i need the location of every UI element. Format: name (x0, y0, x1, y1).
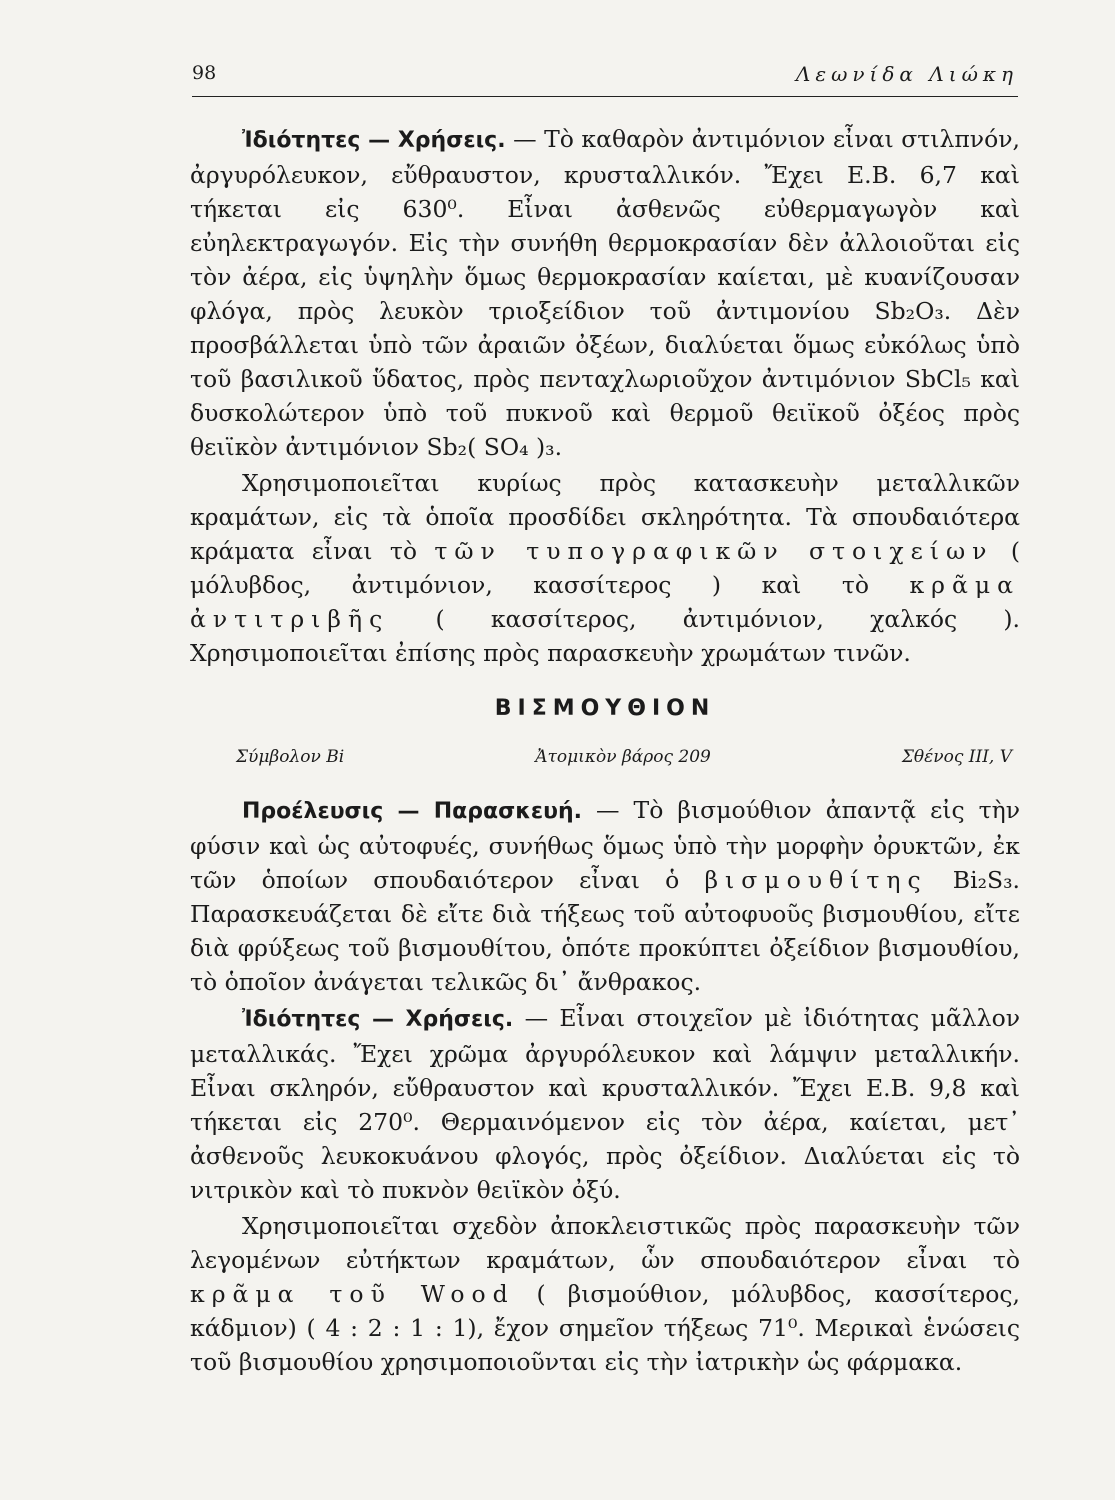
element-symbol: Σύμβολον Bi (236, 747, 345, 767)
bismuth-origin-text-c: Bi₂S₃. Παρασκευάζεται δὲ εἴτε διὰ τήξεως τοῦ αὐτοφυοῦς βισμουθίου, εἴτε διὰ φρύξεως τοῦ βισμουθίτου, ὁπότε προκύπτει ὀξείδιον βισμουθίου, τὸ ὁποῖον ἀνάγεται τελικῶς δι᾿ ἄνθρακος. (190, 866, 1020, 996)
bismuth-properties-text: — Εἶναι στοιχεῖον μὲ ἰδιότητας μᾶλλον μεταλλικάς. Ἔχει χρῶμα ἀργυρόλευκον καὶ λάμψιν μεταλλικήν. Εἶναι σκληρόν, εὔθραυστον καὶ κρυσταλλικόν. Ἔχει Ε.Β. 9,8 καὶ τήκεται εἰς 270⁰. Θερμαινόμενον εἰς τὸν ἀέρα, καίεται, μετ᾿ ἀσθενοῦς λευκοκυάνου φλογός, πρὸς ὀξείδιον. Διαλύεται εἰς τὸ νιτρικὸν καὶ τὸ πυκνὸν θειϊκὸν ὀξύ. (190, 1004, 1020, 1204)
bismuth-uses-spaced: κρᾶμα τοῦ Wood (190, 1280, 515, 1308)
element-atomic-weight: Ἀτομικὸν βάρος 209 (535, 747, 711, 767)
bismuth-uses-text-c: ( βισμούθιον, μόλυβδος, κασσίτερος, κάδμιον) ( 4 : 2 : 1 : 1), ἔχον σημεῖον τήξεως 71⁰. Μερικαὶ ἑνώσεις τοῦ βισμουθίου χρησιμοποιοῦνται εἰς τὴν ἰατρικὴν ὡς φάρμακα. (190, 1280, 1020, 1376)
antimony-properties-paragraph (190, 122, 1020, 464)
bismuth-uses-paragraph (190, 1209, 1020, 1379)
antimony-properties-heading: Ἰδιότητες — Χρήσεις. (242, 128, 506, 153)
element-properties-line (190, 747, 1020, 767)
antimony-uses-paragraph (190, 466, 1020, 670)
page-header (192, 62, 1018, 97)
antimony-properties-text: — Τὸ καθαρὸν ἀντιμόνιον εἶναι στιλπνόν, ἀργυρόλευκον, εὔθραυστον, κρυσταλλικόν. Ἔχει Ε.Β. 6,7 καὶ τήκεται εἰς 630⁰. Εἶναι ἀσθενῶς εὐθερμαγωγὸν καὶ εὐηλεκτραγωγόν. Εἰς τὴν συνήθη θερμοκρασίαν δὲν ἀλλοιοῦται εἰς τὸν ἀέρα, εἰς ὑψηλὴν ὅμως θερμοκρασίαν καίεται, μὲ κυανίζουσαν φλόγα, πρὸς λευκὸν τριοξείδιον τοῦ ἀντιμονίου Sb₂O₃. Δὲν προσβάλλεται ὑπὸ τῶν ἀραιῶν ὀξέων, διαλύεται ὅμως εὐκόλως ὑπὸ τοῦ βασιλικοῦ ὕδατος, πρὸς πενταχλωριοῦχον ἀντιμόνιον SbCl₅ καὶ δυσκολώτερον ὑπὸ τοῦ πυκνοῦ καὶ θερμοῦ θειϊκοῦ ὀξέος πρὸς θειϊκὸν ἀντιμόνιον Sb₂( SO₄ )₃. (190, 125, 1020, 461)
bismuth-uses-text-a: Χρησιμοποιεῖται σχεδὸν ἀποκλειστικῶς πρὸς παρασκευὴν τῶν λεγομένων εὐτήκτων κραμάτων, ὧν σπουδαιότερον εἶναι τὸ (190, 1212, 1020, 1274)
section-title-bismuth: ΒΙΣΜΟΥΘΙΟΝ (494, 696, 716, 721)
page-body (190, 122, 1020, 1379)
element-valence: Σθένος III, V (901, 747, 1012, 767)
bismuth-properties-paragraph (190, 1001, 1020, 1207)
antimony-uses-text-e: ( κασσίτερος, ἀντιμόνιον, χαλκός ). Χρησιμοποιεῖται ἐπίσης πρὸς παρασκευὴν χρωμάτων τινῶν. (190, 605, 1020, 667)
antimony-uses-text-a: Χρησιμοποιεῖται κυρίως πρὸς κατασκευὴν μεταλλικῶν κραμάτων, εἰς τὰ ὁποῖα προσδίδει σκληρότητα. Τὰ σπουδαιότερα κράματα εἶναι τὸ (190, 469, 1020, 565)
bismuth-origin-spaced: βισμουθίτης (704, 866, 928, 894)
running-head: Λεωνίδα Λιώκη (795, 62, 1018, 86)
antimony-uses-spaced-b: κρᾶμα ἀντιτριβῆς (190, 571, 1020, 633)
bismuth-properties-heading: Ἰδιότητες — Χρήσεις. (242, 1007, 514, 1032)
bismuth-origin-text-a: — Τὸ βισμούθιον ἀπαντᾷ εἰς τὴν φύσιν καὶ ὡς αὐτοφυές, συνήθως ὅμως ὑπὸ τὴν μορφὴν ὀρυκτῶν, ἐκ τῶν ὁποίων σπουδαιότερον εἶναι ὁ (190, 796, 1020, 894)
bismuth-origin-paragraph (190, 793, 1020, 999)
antimony-uses-spaced-a: τῶν τυπογραφικῶν στοιχείων (434, 537, 994, 565)
page-number: 98 (192, 62, 217, 84)
bismuth-origin-heading: Προέλευσις — Παρασκευή. (242, 799, 582, 824)
antimony-uses-text-c: ( μόλυβδος, ἀντιμόνιον, κασσίτερος ) καὶ τὸ (190, 537, 1021, 599)
